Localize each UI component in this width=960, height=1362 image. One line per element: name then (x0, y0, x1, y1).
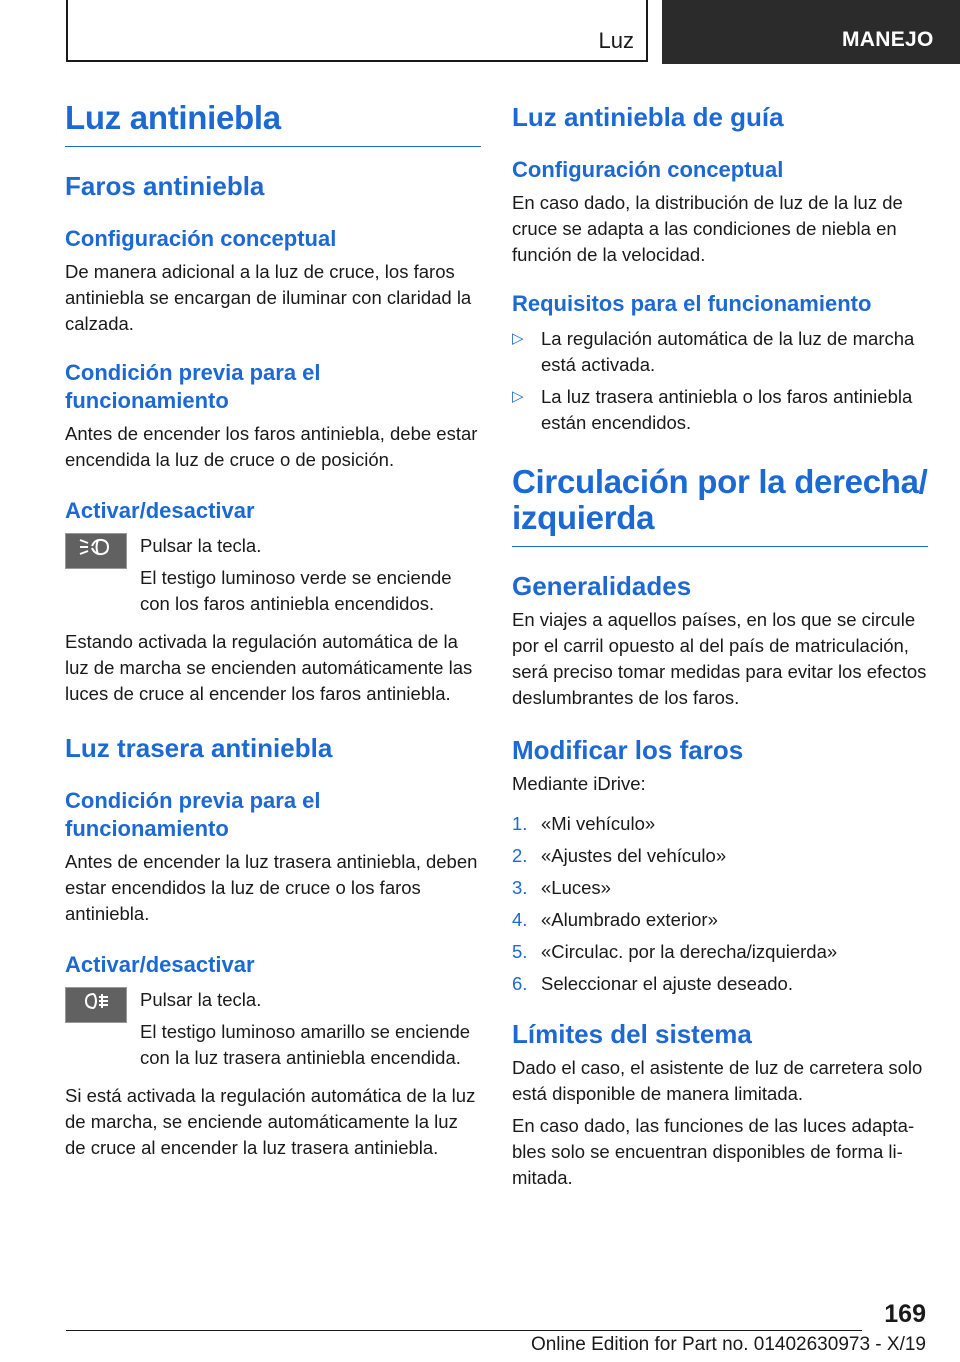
heading-activar-desactivar: Activar/desactivar (65, 952, 255, 977)
rear-fog-light-icon (65, 987, 127, 1023)
paragraph: Pulsar la tecla. (140, 535, 262, 556)
page-number: 169 (884, 1300, 926, 1328)
page-header (66, 0, 960, 64)
heading-luz-trasera: Luz trasera antiniebla (65, 733, 333, 763)
heading-faros-antiniebla: Faros antiniebla (65, 171, 265, 201)
list-item: ▷ La luz trasera antiniebla o los faros antiniebla están encendidos. (512, 386, 913, 433)
paragraph: En caso dado, la distribución de luz de la luz de cruce se adapta a las condiciones de niebla en función de la velocidad. (512, 192, 903, 265)
heading-activar-desactivar: Activar/desactivar (65, 498, 255, 523)
heading-configuracion: Configuración conceptual (65, 226, 337, 251)
paragraph: Estando activada la regulación automática de la luz de marcha se encienden automáticamente las luces de cruce al encender los faros antiniebla. (65, 631, 473, 704)
paragraph: El testigo luminoso amarillo se enciende con la luz trasera antiniebla encendida. (140, 1021, 471, 1068)
right-column (512, 100, 928, 1191)
paragraph: El testigo luminoso verde se enciende con los faros antiniebla encendidos. (140, 567, 452, 614)
paragraph: Dado el caso, el asistente de luz de carretera solo está disponible de manera limitada. (512, 1057, 923, 1104)
list-item: 4. «Alumbrado exterior» (512, 909, 718, 930)
list-item: 1. «Mi vehículo» (512, 813, 656, 834)
triangle-bullet-icon: ▷ (512, 388, 524, 405)
chapter-tab (662, 0, 960, 64)
heading-condicion-previa: Condición previa para el funcionamiento (65, 360, 321, 413)
paragraph: Antes de encender los faros antiniebla, debe estar encendida la luz de cruce o de posición. (65, 423, 478, 470)
requirements-list (512, 326, 928, 436)
list-item: 5. «Circulac. por la derecha/izquierda» (512, 941, 838, 962)
heading-luz-antiniebla-guia: Luz antiniebla de guía (512, 102, 784, 132)
footer-divider (66, 1330, 862, 1331)
paragraph: Mediante iDrive: (512, 773, 646, 794)
paragraph: Antes de encender la luz trasera antiniebla, deben estar encendidos la luz de cruce o los faros antiniebla. (65, 851, 478, 924)
heading-configuracion: Configuración conceptual (512, 157, 784, 182)
front-fog-light-icon (65, 533, 127, 569)
heading-modificar-faros: Modificar los faros (512, 735, 744, 765)
heading-generalidades: Generalidades (512, 571, 692, 601)
list-item: 6. Seleccionar el ajuste deseado. (512, 973, 793, 994)
steps-list (512, 811, 928, 997)
section-tab (66, 0, 648, 62)
paragraph: En caso dado, las funciones de las luces adaptables solo se encuentran disponibles de forma limitada. (512, 1115, 915, 1188)
heading-limites: Límites del sistema (512, 1019, 752, 1049)
heading-luz-antiniebla: Luz antiniebla (65, 100, 481, 147)
list-item: ▷ La regulación automática de la luz de marcha está activada. (512, 328, 915, 375)
section-title: Luz (598, 28, 634, 53)
online-edition-note: Online Edition for Part no. 01402630973 - X/19 (530, 1334, 926, 1355)
list-item: 2. «Ajustes del vehículo» (512, 845, 727, 866)
triangle-bullet-icon: ▷ (512, 330, 524, 347)
paragraph: Pulsar la tecla. (140, 989, 262, 1010)
left-column (65, 100, 481, 1161)
list-item: 3. «Luces» (512, 877, 611, 898)
heading-circulacion: Circulación por la derecha/ izquierda (512, 464, 928, 547)
paragraph: De manera adicional a la luz de cruce, los faros antiniebla se encargan de iluminar con claridad la calzada. (65, 261, 472, 334)
paragraph: En viajes a aquellos países, en los que se circule por el carril opuesto al del país de matriculación, será preciso tomar medidas para evitar los efectos deslumbrantes de los faros. (512, 609, 927, 708)
button-instruction (65, 533, 481, 617)
heading-requisitos: Requisitos para el funcionamiento (512, 291, 872, 316)
chapter-title: MANEJO (842, 28, 934, 51)
heading-condicion-previa: Condición previa para el funcionamiento (65, 788, 321, 841)
paragraph: Si está activada la regulación automática de la luz de marcha, se enciende automáticamente la luz de cruce al encender la luz trasera antiniebla. (65, 1085, 476, 1158)
button-instruction (65, 987, 481, 1071)
